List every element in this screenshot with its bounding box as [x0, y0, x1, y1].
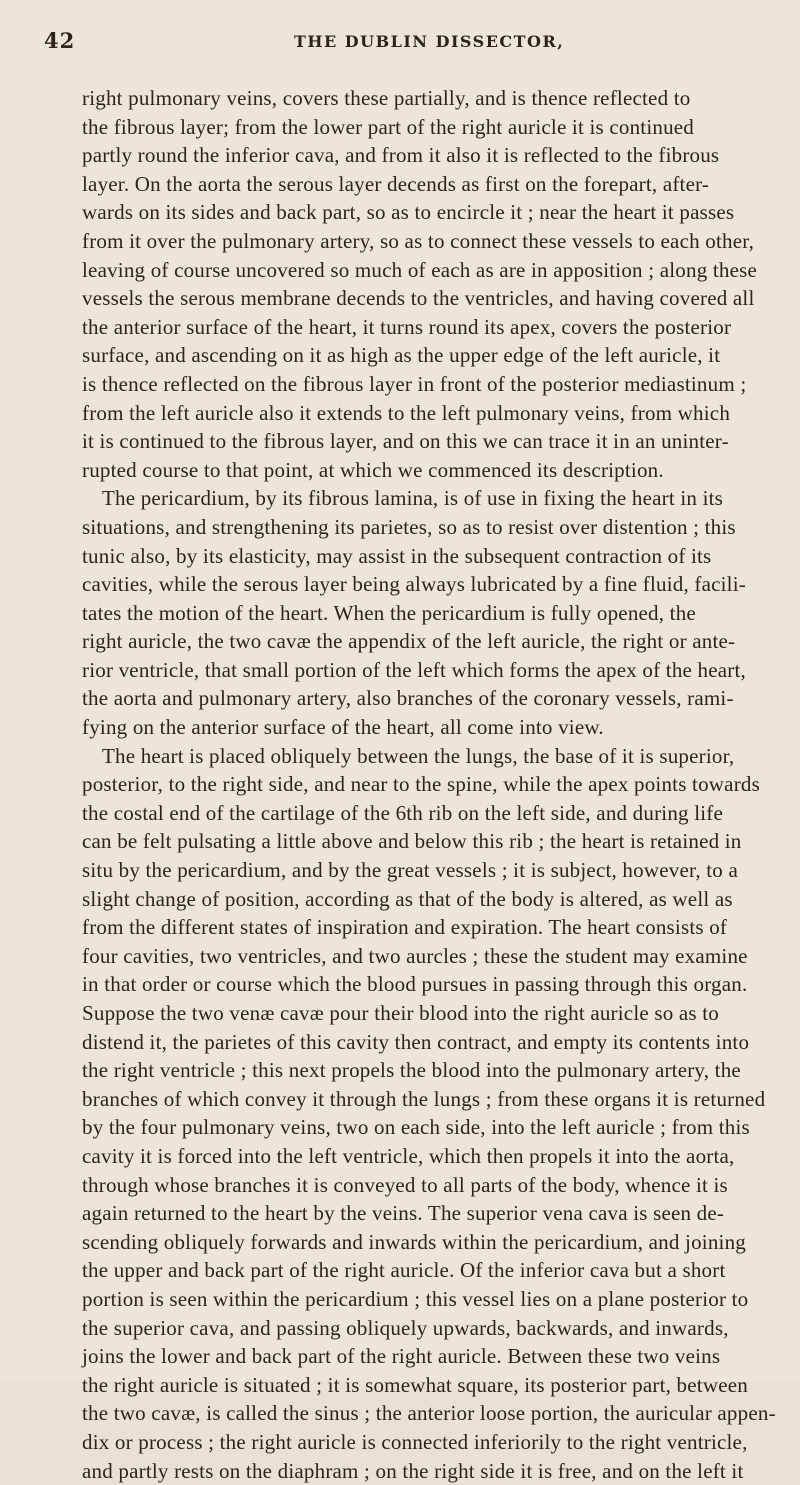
text-line: it is continued to the fibrous layer, and on this we can trace it in an uninter- [82, 427, 794, 456]
text-line: can be felt pulsating a little above and below this rib ; the heart is retained in [82, 827, 794, 856]
text-line: joins the lower and back part of the right auricle. Between these two veins [82, 1342, 794, 1371]
text-line: the two cavæ, is called the sinus ; the anterior loose portion, the auricular appen- [82, 1399, 794, 1428]
text-line: cavity it is forced into the left ventricle, which then propels it into the aorta, [82, 1142, 794, 1171]
text-line: the costal end of the cartilage of the 6th rib on the left side, and during life [82, 799, 794, 828]
text-line: the upper and back part of the right auricle. Of the inferior cava but a short [82, 1256, 794, 1285]
text-line: the right ventricle ; this next propels the blood into the pulmonary artery, the [82, 1056, 794, 1085]
text-line: tunic also, by its elasticity, may assist in the subsequent contraction of its [82, 542, 794, 571]
page-header [44, 18, 764, 58]
text-line: right pulmonary veins, covers these partially, and is thence reflected to [82, 84, 794, 113]
text-line: the anterior surface of the heart, it turns round its apex, covers the posterior [82, 313, 794, 342]
text-line: from the left auricle also it extends to the left pulmonary veins, from which [82, 399, 794, 428]
text-line: The heart is placed obliquely between the lungs, the base of it is superior, [82, 742, 794, 771]
text-line: the aorta and pulmonary artery, also branches of the coronary vessels, rami- [82, 684, 794, 713]
text-line: through whose branches it is conveyed to all parts of the body, whence it is [82, 1171, 794, 1200]
text-line: scending obliquely forwards and inwards within the pericardium, and joining [82, 1228, 794, 1257]
text-line: the right auricle is situated ; it is somewhat square, its posterior part, between [82, 1371, 794, 1400]
text-line: dix or process ; the right auricle is connected inferiorily to the right ventricle, [82, 1428, 794, 1457]
text-line: layer. On the aorta the serous layer decends as first on the forepart, after- [82, 170, 794, 199]
text-line: distend it, the parietes of this cavity then contract, and empty its contents into [82, 1028, 794, 1057]
text-line: vessels the serous membrane decends to the ventricles, and having covered all [82, 284, 794, 313]
text-line: wards on its sides and back part, so as to encircle it ; near the heart it passes [82, 198, 794, 227]
text-line: portion is seen within the pericardium ; this vessel lies on a plane posterior to [82, 1285, 794, 1314]
text-line: from the different states of inspiration and expiration. The heart consists of [82, 913, 794, 942]
text-line: slight change of position, according as that of the body is altered, as well as [82, 885, 794, 914]
text-line: rupted course to that point, at which we commenced its description. [82, 456, 794, 485]
text-line: partly round the inferior cava, and from it also it is reflected to the fibrous [82, 141, 794, 170]
text-line: surface, and ascending on it as high as the upper edge of the left auricle, it [82, 341, 794, 370]
running-head: THE DUBLIN DISSECTOR, [294, 32, 564, 51]
text-line: The pericardium, by its fibrous lamina, is of use in fixing the heart in its [82, 484, 794, 513]
text-line: and partly rests on the diaphram ; on the right side it is free, and on the left it [82, 1457, 794, 1485]
text-line: Suppose the two venæ cavæ pour their blood into the right auricle so as to [82, 999, 794, 1028]
text-line: from it over the pulmonary artery, so as to connect these vessels to each other, [82, 227, 794, 256]
text-line: cavities, while the serous layer being always lubricated by a fine fluid, facili- [82, 570, 794, 599]
text-line: in that order or course which the blood pursues in passing through this organ. [82, 970, 794, 999]
text-line: situ by the pericardium, and by the great vessels ; it is subject, however, to a [82, 856, 794, 885]
text-line: leaving of course uncovered so much of each as are in apposition ; along these [82, 256, 794, 285]
body-text [82, 84, 794, 1485]
text-line: fying on the anterior surface of the heart, all come into view. [82, 713, 794, 742]
text-line: tates the motion of the heart. When the pericardium is fully opened, the [82, 599, 794, 628]
text-line: branches of which convey it through the lungs ; from these organs it is returned [82, 1085, 794, 1114]
text-line: rior ventricle, that small portion of the left which forms the apex of the heart, [82, 656, 794, 685]
text-line: the superior cava, and passing obliquely upwards, backwards, and inwards, [82, 1314, 794, 1343]
text-line: again returned to the heart by the veins. The superior vena cava is seen de- [82, 1199, 794, 1228]
text-line: the fibrous layer; from the lower part of the right auricle it is continued [82, 113, 794, 142]
text-line: four cavities, two ventricles, and two aurcles ; these the student may examine [82, 942, 794, 971]
text-line: situations, and strengthening its parietes, so as to resist over distention ; this [82, 513, 794, 542]
text-line: posterior, to the right side, and near to the spine, while the apex points towards [82, 770, 794, 799]
text-line: is thence reflected on the fibrous layer in front of the posterior mediastinum ; [82, 370, 794, 399]
text-line: by the four pulmonary veins, two on each side, into the left auricle ; from this [82, 1113, 794, 1142]
page-number: 42 [44, 28, 75, 53]
text-line: right auricle, the two cavæ the appendix of the left auricle, the right or ante- [82, 627, 794, 656]
